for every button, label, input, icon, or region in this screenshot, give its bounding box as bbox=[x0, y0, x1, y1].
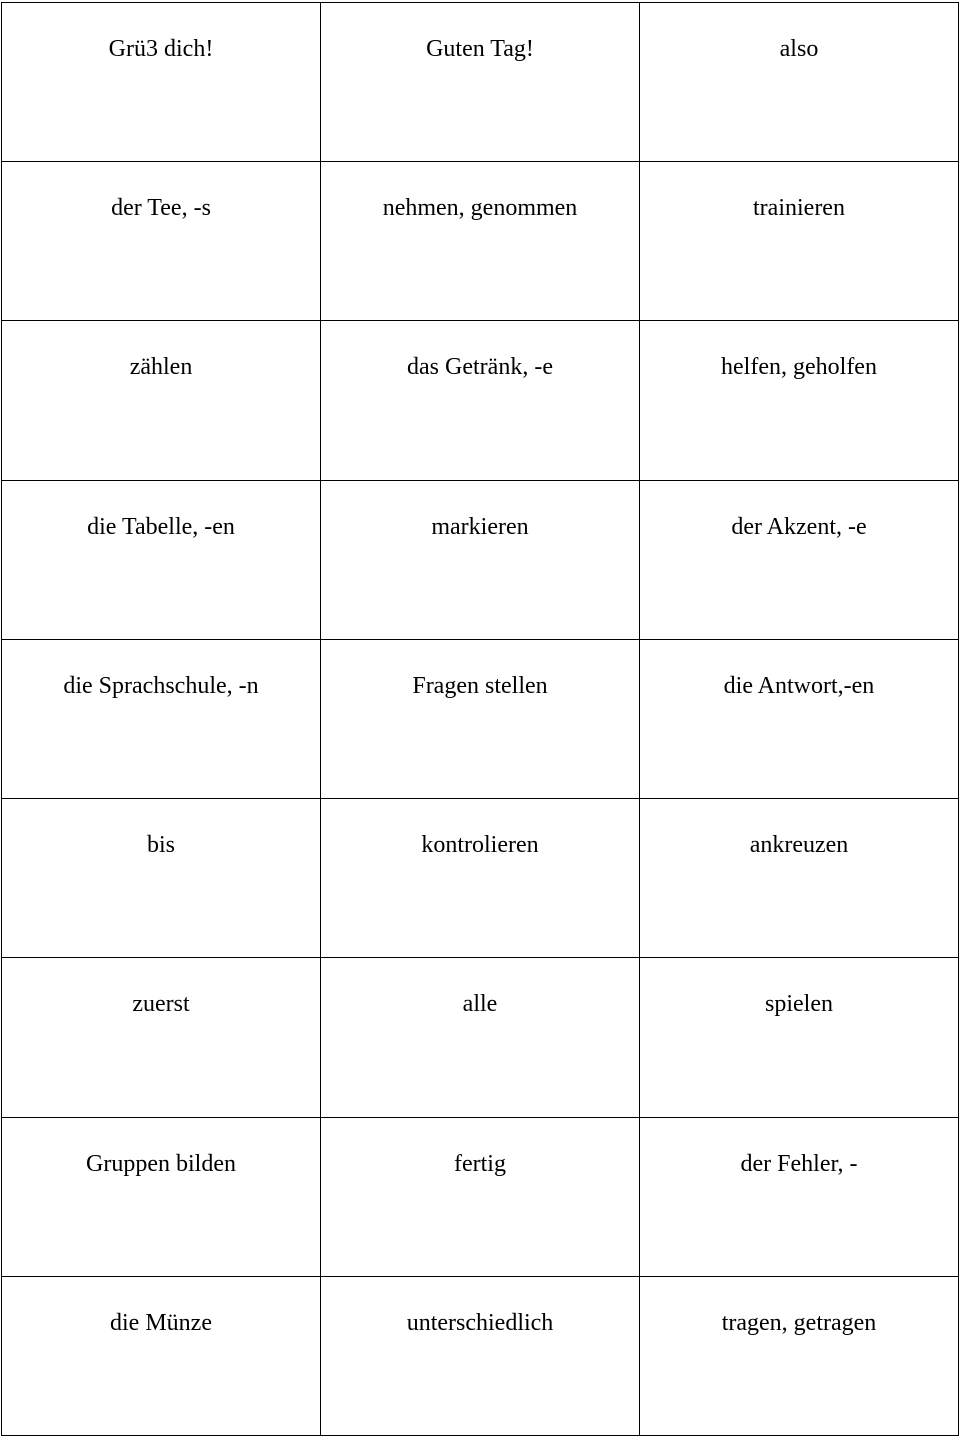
vocabulary-card bbox=[321, 1276, 640, 1435]
card-word: Fragen stellen bbox=[412, 672, 548, 699]
card-word: die Münze bbox=[110, 1309, 212, 1336]
vocabulary-card bbox=[321, 639, 640, 798]
card-row bbox=[2, 639, 959, 798]
vocabulary-card bbox=[2, 3, 321, 162]
card-word: unterschiedlich bbox=[406, 1309, 554, 1336]
vocabulary-card bbox=[640, 1117, 959, 1276]
card-row bbox=[2, 480, 959, 639]
vocabulary-card bbox=[2, 639, 321, 798]
card-word: alle bbox=[462, 991, 498, 1018]
card-word: trainieren bbox=[753, 195, 845, 222]
vocabulary-card bbox=[321, 480, 640, 639]
card-word: spielen bbox=[765, 991, 833, 1018]
card-word: bis bbox=[146, 832, 175, 859]
vocabulary-card-grid bbox=[1, 2, 959, 1436]
card-row bbox=[2, 799, 959, 958]
vocabulary-card bbox=[2, 958, 321, 1117]
card-word: nehmen, genommen bbox=[382, 195, 578, 222]
vocabulary-card bbox=[2, 799, 321, 958]
vocabulary-card bbox=[640, 162, 959, 321]
vocabulary-card bbox=[2, 480, 321, 639]
vocabulary-card bbox=[640, 639, 959, 798]
vocabulary-card bbox=[2, 1117, 321, 1276]
card-word: der Akzent, -e bbox=[731, 513, 867, 540]
vocabulary-card bbox=[321, 3, 640, 162]
vocabulary-card bbox=[321, 799, 640, 958]
vocabulary-card bbox=[640, 799, 959, 958]
card-word: tragen, getragen bbox=[721, 1309, 877, 1336]
card-row bbox=[2, 1276, 959, 1435]
vocabulary-card-sheet bbox=[1, 2, 957, 1436]
card-row bbox=[2, 1117, 959, 1276]
card-word: Grü3 dich! bbox=[108, 36, 214, 62]
card-word: der Fehler, - bbox=[740, 1150, 858, 1177]
vocabulary-card bbox=[2, 1276, 321, 1435]
vocabulary-card bbox=[2, 162, 321, 321]
card-word: die Tabelle, -en bbox=[87, 513, 235, 540]
card-word: der Tee, -s bbox=[111, 195, 211, 222]
card-word: das Getränk, -e bbox=[407, 354, 553, 381]
card-word: Gruppen bilden bbox=[86, 1150, 236, 1177]
card-row bbox=[2, 321, 959, 480]
vocabulary-card bbox=[640, 321, 959, 480]
card-word: fertig bbox=[454, 1150, 506, 1177]
vocabulary-card bbox=[640, 3, 959, 162]
card-word: markieren bbox=[431, 513, 529, 540]
vocabulary-card bbox=[321, 321, 640, 480]
card-word: zählen bbox=[129, 354, 193, 381]
vocabulary-card bbox=[640, 958, 959, 1117]
card-word: helfen, geholfen bbox=[721, 354, 877, 381]
vocabulary-card bbox=[640, 1276, 959, 1435]
card-word: kontrolieren bbox=[421, 832, 539, 859]
card-word: also bbox=[779, 36, 819, 62]
card-word: ankreuzen bbox=[749, 832, 849, 859]
card-row bbox=[2, 162, 959, 321]
vocabulary-card bbox=[321, 1117, 640, 1276]
card-word: die Antwort,-en bbox=[723, 672, 875, 699]
card-row bbox=[2, 3, 959, 162]
vocabulary-card bbox=[321, 162, 640, 321]
card-word: zuerst bbox=[132, 991, 190, 1018]
vocabulary-card bbox=[2, 321, 321, 480]
card-word: Guten Tag! bbox=[426, 36, 534, 62]
vocabulary-card bbox=[321, 958, 640, 1117]
card-row bbox=[2, 958, 959, 1117]
card-word: die Sprachschule, -n bbox=[63, 672, 259, 699]
vocabulary-card bbox=[640, 480, 959, 639]
